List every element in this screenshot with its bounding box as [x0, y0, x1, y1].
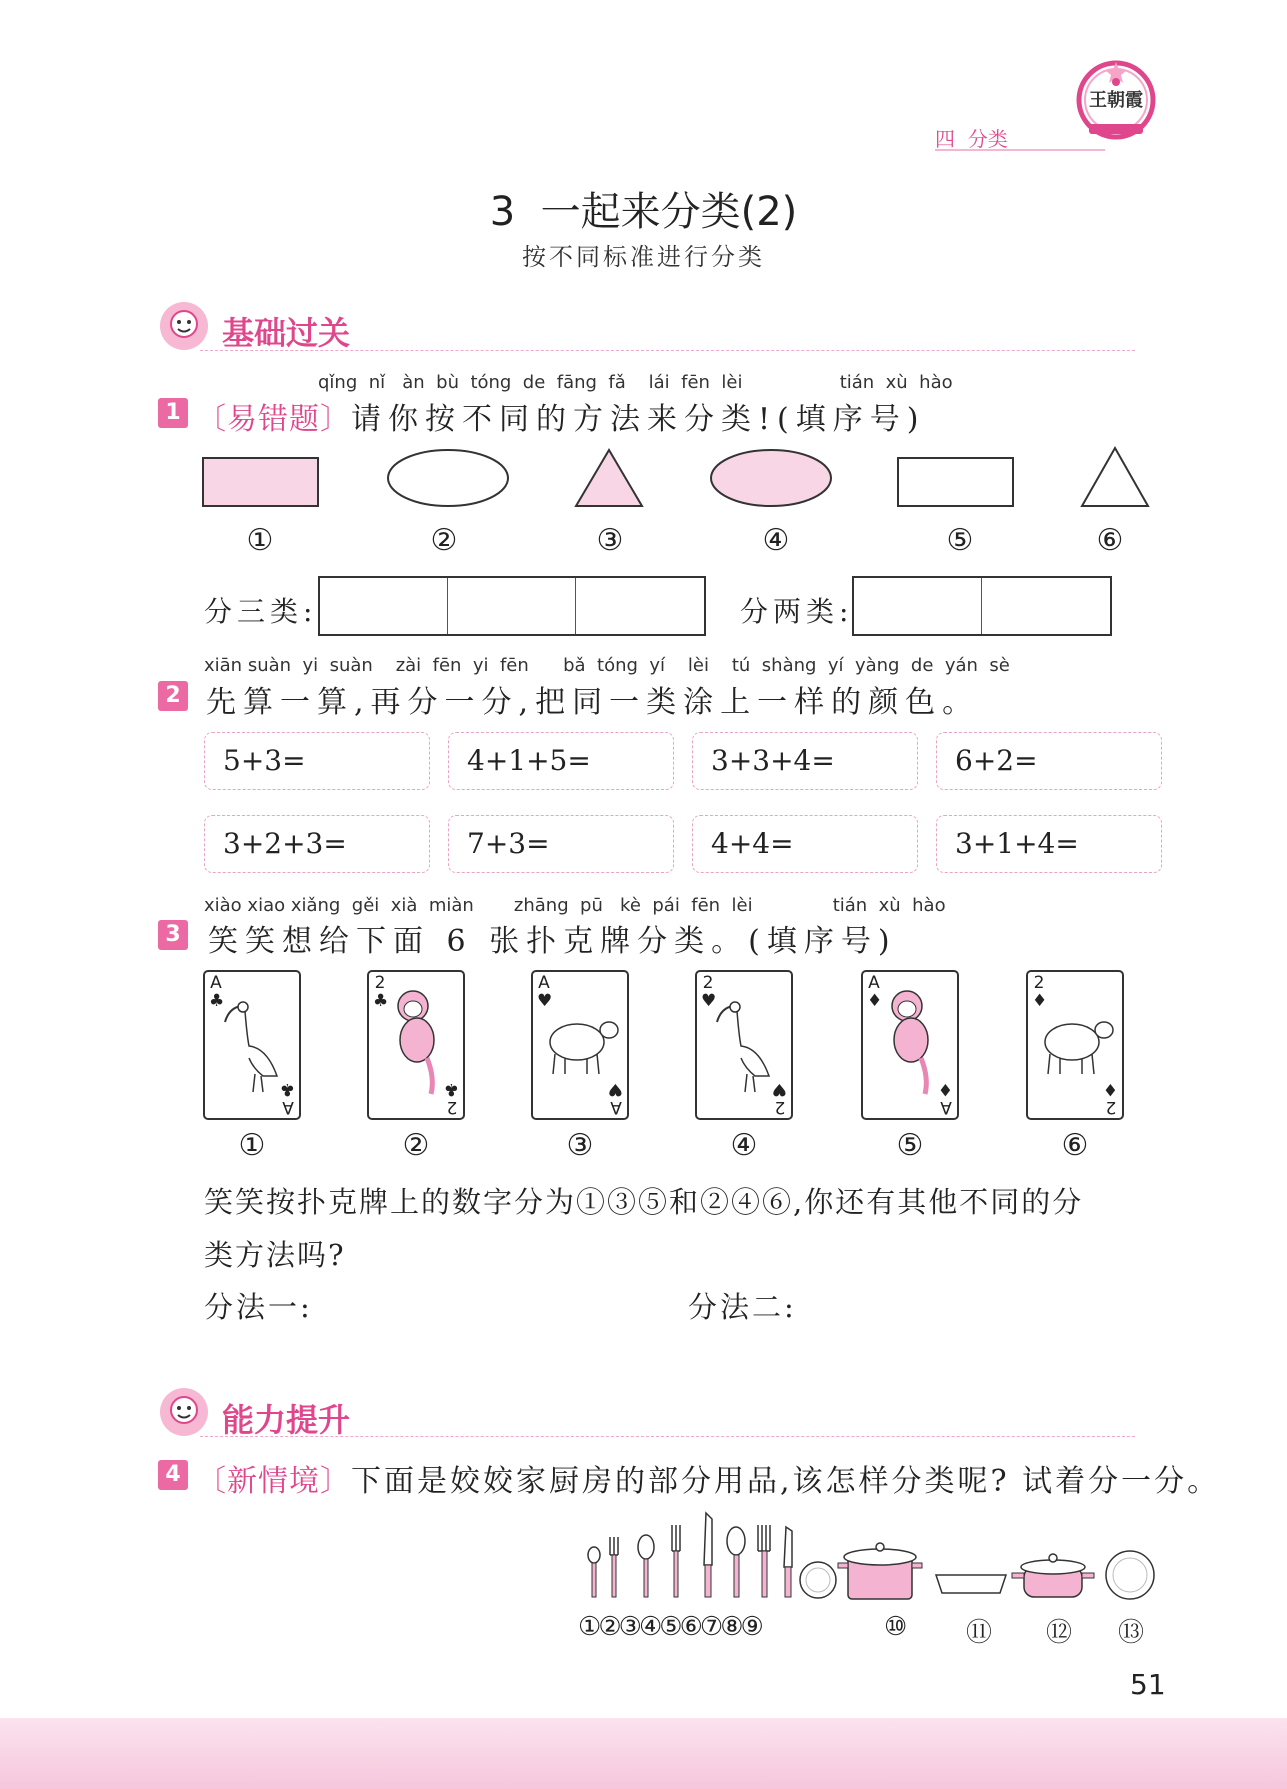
equation-box[interactable]: 4+4=	[692, 815, 918, 873]
answer-cell[interactable]	[854, 578, 982, 634]
playing-card-6[interactable]	[1026, 970, 1124, 1120]
spoon-icon	[727, 1527, 745, 1597]
q4-text: 下面是姣姣家厨房的部分用品,该怎样分类呢? 试着分一分。	[351, 1464, 1221, 1499]
monkey-icon	[383, 988, 453, 1098]
advance-section-divider	[200, 1436, 1135, 1437]
tray-icon	[936, 1575, 1006, 1593]
basic-section-title: 基础过关	[222, 314, 351, 352]
two-group-label: 分两类:	[740, 595, 854, 628]
knife-icon	[704, 1513, 712, 1597]
kitchen-label: ②	[598, 1612, 619, 1642]
method-two-label: 分法二:	[688, 1290, 797, 1324]
kitchen-label: ⑫	[1046, 1618, 1073, 1648]
q3-pinyin: xiào xiao xiǎng gěi xià miàn zhāng pū kè pái fēn lèi tián xù hào	[204, 895, 946, 916]
q1-pinyin: qǐng nǐ àn bù tóng de fāng fǎ lái fēn lèi tián xù hào	[318, 372, 953, 393]
q2-text: 先算一算,再分一分,把同一类涂上一样的颜色。	[206, 685, 980, 720]
kitchen-label: ⑩	[884, 1612, 908, 1642]
card-rank-bottom: A ♥	[607, 1079, 623, 1117]
q3-text: 笑笑想给下面 6 张扑克牌分类。(填序号)	[208, 924, 897, 959]
q3-label-5: ⑤	[896, 1128, 924, 1163]
shape-pink-rectangle	[203, 458, 318, 506]
playing-card-5[interactable]	[861, 970, 959, 1120]
playing-card-2[interactable]	[367, 970, 465, 1120]
shape-white-ellipse	[388, 450, 508, 506]
playing-card-4[interactable]	[695, 970, 793, 1120]
kitchen-label: ⑨	[740, 1612, 761, 1642]
card-rank-bottom: 2 ♦	[1102, 1079, 1118, 1117]
lesson-subtitle: 按不同标准进行分类	[522, 243, 765, 271]
header-bar	[935, 125, 1205, 151]
shape-white-triangle	[1082, 448, 1148, 506]
q3-label-3: ③	[566, 1128, 594, 1163]
footer-band	[0, 1718, 1287, 1789]
q1-number-badge: 1	[158, 398, 188, 428]
q4-question	[196, 1456, 1220, 1500]
advance-section-title: 能力提升	[222, 1401, 351, 1439]
card-rank-bottom: A ♣	[279, 1079, 295, 1117]
q1-label-4: ④	[762, 523, 790, 558]
kitchen-label: ⑪	[966, 1618, 993, 1648]
kitchen-label: ⑦	[699, 1612, 721, 1642]
q1-label-2: ②	[430, 523, 458, 558]
kitchen-label: ③	[618, 1612, 639, 1642]
q1-label-3: ③	[596, 523, 624, 558]
equation-box[interactable]: 3+1+4=	[936, 815, 1162, 873]
shape-pink-triangle	[576, 450, 642, 506]
ibis-icon	[711, 996, 781, 1096]
kitchen-label: ⑥	[679, 1612, 700, 1642]
card-rank: 2 ♣	[373, 973, 389, 1011]
playing-card-3[interactable]	[531, 970, 629, 1120]
basic-section-divider	[200, 350, 1135, 351]
card-rank: A ♥	[537, 973, 553, 1011]
shape-white-rectangle	[898, 458, 1013, 506]
kitchen-label: ⑬	[1118, 1618, 1145, 1648]
kitchen-label: ④	[638, 1612, 660, 1642]
monkey-icon	[877, 988, 947, 1098]
fork-icon	[758, 1525, 770, 1597]
card-rank-bottom: 2 ♥	[771, 1079, 787, 1117]
kitchen-items	[580, 1505, 1160, 1605]
three-group-label: 分三类:	[204, 595, 318, 628]
lesson-title: 3 一起来分类(2)	[489, 189, 798, 235]
card-rank-bottom: A ♦	[937, 1079, 953, 1117]
equation-box[interactable]: 6+2=	[936, 732, 1162, 790]
q2-pinyin: xiān suàn yi suàn zài fēn yi fēn bǎ tóng yí lèi tú shàng yí yàng de yán sè	[204, 655, 1010, 676]
card-rank: A ♣	[209, 973, 225, 1011]
q3-number-badge: 3	[158, 920, 188, 950]
card-rank: 2 ♥	[701, 973, 717, 1011]
q1-tag: 〔易错题〕	[196, 402, 351, 437]
fork-icon	[610, 1537, 618, 1597]
two-group-answer	[852, 576, 1112, 636]
q1-label-1: ①	[246, 523, 274, 558]
kitchen-label: ⑧	[720, 1612, 741, 1642]
ibis-icon	[219, 996, 289, 1096]
q3-label-2: ②	[402, 1128, 430, 1163]
q3-label-6: ⑥	[1061, 1128, 1089, 1163]
equation-box[interactable]: 7+3=	[448, 815, 674, 873]
small-plate-icon	[800, 1562, 836, 1598]
shape-pink-ellipse	[711, 450, 831, 506]
kitchen-label: ⑤	[659, 1612, 680, 1642]
q1-label-6: ⑥	[1096, 523, 1124, 558]
answer-cell[interactable]	[576, 578, 704, 634]
stock-pot-icon	[838, 1543, 922, 1599]
q3-paragraph-line1: 笑笑按扑克牌上的数字分为①③⑤和②④⑥,你还有其他不同的分	[204, 1185, 1084, 1219]
equation-box[interactable]: 5+3=	[204, 732, 430, 790]
q1-shapes	[195, 440, 1155, 515]
chapter-label: 四 分类	[935, 127, 1008, 151]
plate-icon	[1106, 1551, 1154, 1599]
q1-label-5: ⑤	[946, 523, 974, 558]
basic-section-icon	[158, 300, 210, 352]
q1-question	[196, 394, 925, 438]
spoon-icon	[638, 1535, 654, 1597]
knife-icon	[784, 1527, 792, 1597]
goat-icon	[1036, 1002, 1118, 1082]
page-number: 51	[1130, 1668, 1166, 1701]
fork-icon	[672, 1525, 680, 1597]
answer-cell[interactable]	[448, 578, 576, 634]
brand-logo	[1075, 58, 1157, 140]
q4-tag: 〔新情境〕	[196, 1464, 351, 1499]
q1-text: 请你按不同的方法来分类!(填序号)	[351, 402, 926, 437]
answer-cell[interactable]	[982, 578, 1110, 634]
equation-box[interactable]: 3+3+4=	[692, 732, 918, 790]
small-spoon-icon	[588, 1547, 600, 1597]
kitchen-label: ①	[578, 1612, 599, 1642]
card-rank: A ♦	[867, 973, 883, 1011]
q3-paragraph-line2: 类方法吗?	[204, 1238, 346, 1272]
card-rank-bottom: 2 ♣	[443, 1079, 459, 1117]
q3-label-1: ①	[238, 1128, 266, 1163]
brand-name: 王朝霞	[1089, 90, 1143, 111]
playing-card-1[interactable]	[203, 970, 301, 1120]
three-group-answer	[318, 576, 706, 636]
q4-labels-small	[578, 1612, 761, 1642]
equation-box[interactable]: 4+1+5=	[448, 732, 674, 790]
advance-section-icon	[158, 1386, 210, 1438]
method-one-label: 分法一:	[204, 1290, 313, 1324]
q4-number-badge: 4	[158, 1460, 188, 1490]
goat-icon	[541, 1002, 623, 1082]
equation-box[interactable]: 3+2+3=	[204, 815, 430, 873]
answer-cell[interactable]	[320, 578, 448, 634]
q2-number-badge: 2	[158, 681, 188, 711]
q3-label-4: ④	[730, 1128, 758, 1163]
card-rank: 2 ♦	[1032, 973, 1048, 1011]
saucepan-icon	[1012, 1554, 1094, 1597]
